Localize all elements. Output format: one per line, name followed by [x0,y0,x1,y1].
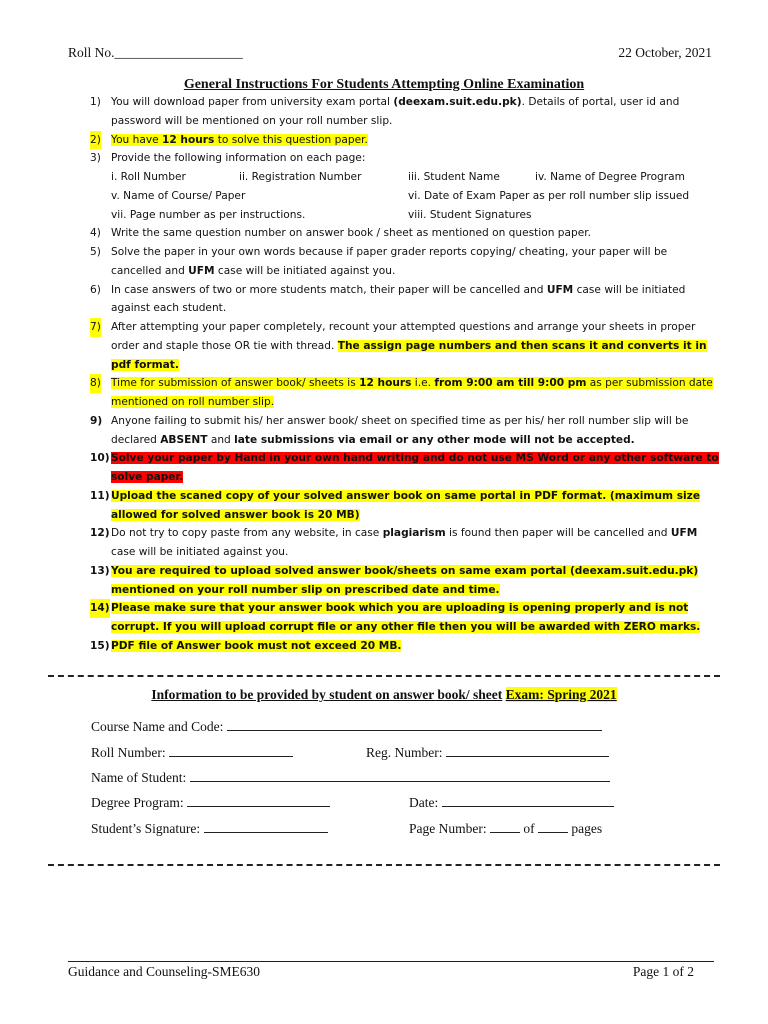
student-name-input-line[interactable] [190,771,610,782]
instruction-item-10: 10) Solve your paper by Hand in your own hand writing and do not use MS Word or any other software to solve paper. [90,452,719,483]
reg-number-field-row [366,745,609,761]
course-label: Course Name and Code: [91,719,224,734]
instruction-item-11: 11) Upload the scaned copy of your solved answer book on same portal in PDF format. (maximum size allowed for solved answer book is 20 MB) [90,489,701,521]
date-field-row [409,795,614,811]
instruction-list [90,93,720,656]
roll-number-label: Roll Number: [91,745,166,760]
footer-page-number: Page 1 of 2 [632,964,694,979]
date-label: Date: [409,795,439,810]
instruction-item-5: 5) Solve the paper in your own words because if paper grader reports copying/ cheating, your paper will be cancelled and UFM case will be initiated against you. [90,246,668,277]
instruction-item-7: 7) After attempting your paper completely, recount your attempted questions and arrange your sheets in proper order and staple those OR tie with thread. The assign page numbers and then scans it and converts it in pdf format. [90,318,720,374]
dashed-divider-bottom [48,864,720,866]
pages-label: pages [571,821,603,836]
roll-number-input-line[interactable] [169,746,293,757]
footer-rule [68,961,714,962]
instruction-item-12: 12) Do not try to copy paste from any website, in case plagiarism is found then paper will be cancelled and UFM case will be initiated against you. [90,527,698,558]
student-name-label: Name of Student: [91,770,187,785]
reg-number-label: Reg. Number: [366,745,443,760]
degree-input-line[interactable] [187,796,330,807]
instruction-item-15: 15) PDF file of Answer book must not exceed 20 MB. [90,639,402,652]
dashed-divider-top [48,675,720,677]
degree-label: Degree Program: [91,795,184,810]
info-fields-row-1: i. Roll Number ii. Registration Number iii. Student Name iv. Name of Degree Program [111,171,685,183]
info-fields-row-3: vii. Page number as per instructions. viii. Student Signatures [111,208,532,221]
instruction-item-8: 8) Time for submission of answer book/ sheets is 12 hours i.e. from 9:00 am till 9:00 pm as per submission date mentioned on roll number slip. [90,374,720,412]
instruction-item-14: 14) Please make sure that your answer book which you are uploading is opening properly and is not corrupt. If you will upload corrupt file or any other file then you will be awarded with ZERO marks. [90,599,720,637]
page-number-input-line[interactable] [490,822,520,833]
instruction-item-2: 2) You have 12 hours to solve this question paper. [90,131,720,150]
info-section-title: Information to be provided by student on answer book/ sheet Exam: Spring 2021 [151,687,617,702]
footer-course: Guidance and Counseling-SME630 [68,964,260,979]
course-field-row [91,719,602,735]
degree-field-row [91,795,330,811]
course-input-line[interactable] [227,720,602,731]
instruction-item-9: 9) Anyone failing to submit his/ her answer book/ sheet on specified time as per his/ her roll number slip will be declared ABSENT and late submissions via email or any other mode will not be accepted. [90,414,689,446]
instruction-item-13: 13) You are required to upload solved answer book/sheets on same exam portal (deexam.suit.edu.pk) mentioned on your roll number slip on prescribed date and time. [90,564,699,596]
of-label: of [523,821,535,836]
info-fields-row-2: v. Name of Course/ Paper vi. Date of Exam Paper as per roll number slip issued [111,189,690,202]
roll-no-label: Roll No.___________________ [68,45,243,60]
exam-session-badge: Exam: Spring 2021 [505,687,617,702]
page-title: General Instructions For Students Attempting Online Examination [183,77,585,92]
student-name-field-row [91,770,610,786]
document-date: 22 October, 2021 [618,45,712,60]
instruction-item-6: 6) In case answers of two or more students match, their paper will be cancelled and UFM case will be initiated against each student. [90,283,686,315]
signature-field-row [91,821,328,837]
instruction-item-4: 4) Write the same question number on answer book / sheet as mentioned on question paper. [90,227,592,240]
signature-input-line[interactable] [204,822,328,833]
signature-label: Student’s Signature: [91,821,201,836]
date-input-line[interactable] [442,796,614,807]
reg-number-input-line[interactable] [446,746,609,757]
instruction-item-1: 1) You will download paper from university exam portal (deexam.suit.edu.pk). Details of portal, user id and password will be mentioned on your roll number slip. [90,96,680,127]
total-pages-input-line[interactable] [538,822,568,833]
instruction-item-3: 3) Provide the following information on each page: i. Roll Number ii. Registration Number iii. Student Name iv. Name of Degree Program v. Name of Course/ Paper vi. Date of Exam Paper as per roll number slip issued vii. Page number as per instructions. viii. Student Signatures [90,149,720,224]
page-number-field-row [409,821,602,837]
page-number-label: Page Number: [409,821,487,836]
roll-number-field-row [91,745,293,761]
